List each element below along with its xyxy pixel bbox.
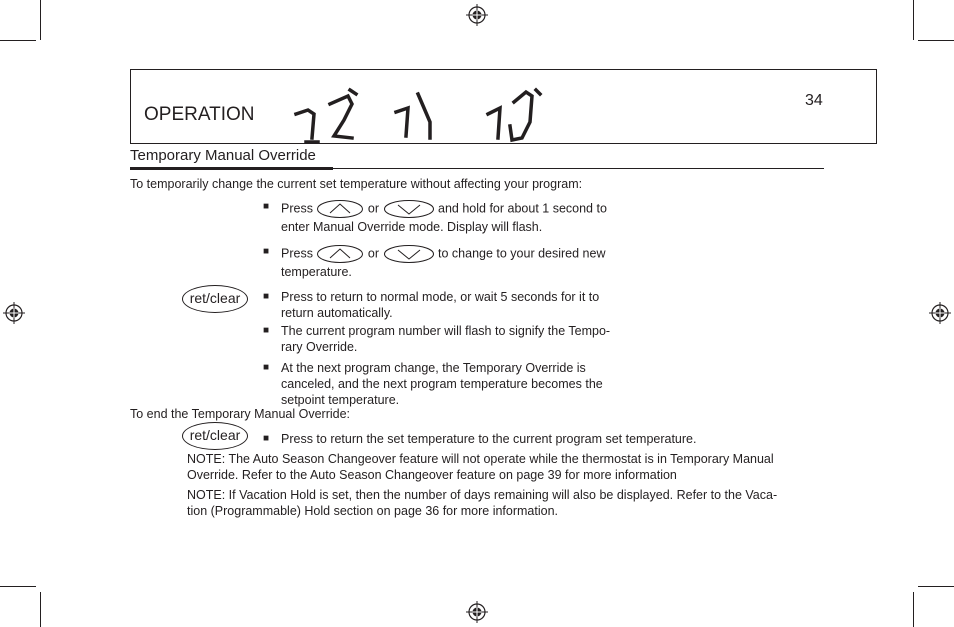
up-arrow-key-icon[interactable] [316,244,364,264]
page-number: 34 [805,92,823,109]
crop-mark [918,586,954,587]
intro-text: To temporarily change the current set temperature without affecting your program: [130,177,583,191]
section-title: Temporary Manual Override [130,147,316,164]
registration-mark-icon [929,302,951,324]
bullet-square-icon: ■ [263,325,270,336]
handwritten-scribble [290,86,550,144]
bullet-square-icon: ■ [263,246,270,257]
ret-clear-key[interactable]: ret/clear [182,285,248,313]
registration-mark-icon [3,302,25,324]
end-override-text: To end the Temporary Manual Override: [130,407,351,421]
bullet-square-icon: ■ [263,291,270,302]
down-arrow-key-icon[interactable] [383,244,435,264]
crop-mark [0,40,36,41]
crop-mark [918,40,954,41]
section-rule-accent [130,167,333,170]
registration-mark-icon [466,601,488,623]
crop-mark [0,586,36,587]
bullet-square-icon: ■ [263,201,270,212]
down-arrow-key-icon[interactable] [383,199,435,219]
crop-mark [40,0,41,40]
bullet-square-icon: ■ [263,362,270,373]
note-auto-season: NOTE: The Auto Season Changeover feature will not operate while the thermostat is in Temporary Manual Override. Refer to the Auto Season Changeover feature on page 39 for more information [187,452,774,482]
crop-mark [40,592,41,627]
ret-clear-key[interactable]: ret/clear [182,422,248,450]
up-arrow-key-icon[interactable] [316,199,364,219]
registration-mark-icon [466,4,488,26]
crop-mark [913,0,914,40]
bullet-square-icon: ■ [263,433,270,444]
header-title: OPERATION [144,104,255,125]
crop-mark [913,592,914,627]
note-vacation-hold: NOTE: If Vacation Hold is set, then the number of days remaining will also be displayed. Refer to the Vaca- tion (Programmable) Hold section on page 36 for more information. [187,488,778,518]
